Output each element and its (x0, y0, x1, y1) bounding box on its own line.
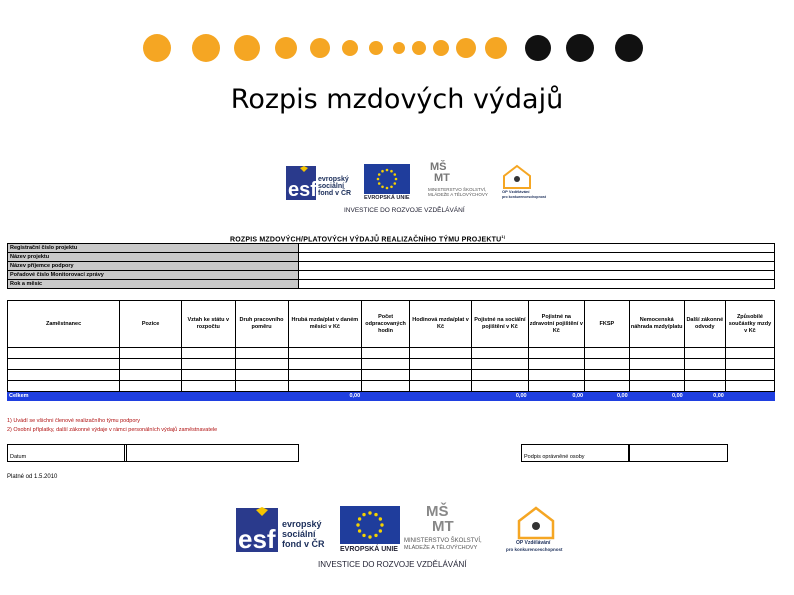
eu-star-icon (378, 182, 381, 185)
msmt-line-1: MINISTERSTVO ŠKOLSTVÍ, (404, 538, 482, 544)
info-label: Registrační číslo projektu (8, 244, 299, 253)
decorative-dot (192, 34, 220, 62)
decorative-dot (485, 37, 507, 59)
signature-field[interactable] (628, 444, 728, 462)
total-row (8, 392, 775, 401)
info-label: Název projektu (8, 253, 299, 262)
col-header: Hodinová mzda/plat v Kč (409, 301, 471, 348)
eu-star-icon (362, 534, 365, 537)
eu-flag-logo-bottom (340, 506, 402, 554)
info-label: Pořadové číslo Monitorovací zprávy (8, 271, 299, 280)
msmt-logo-bottom (404, 502, 500, 552)
total-value: 0,00 (629, 392, 684, 401)
info-label: Název příjemce podpory (8, 262, 299, 271)
info-value[interactable] (299, 253, 775, 262)
eu-star-icon (374, 513, 377, 516)
date-label-box: Datum (7, 444, 127, 462)
col-header: Vztah ke státu v rozpočtu (182, 301, 236, 348)
eu-star-icon (368, 535, 371, 538)
col-header: Způsobilé součástky mzdy v Kč (725, 301, 774, 348)
esf-line-1: evropský (318, 176, 349, 183)
eu-star-icon (386, 169, 389, 172)
logo-strip-top (286, 160, 546, 218)
msmt-mark-1: MŠ (430, 161, 447, 173)
eu-star-icon (393, 173, 396, 176)
table-title: ROZPIS MZDOVÝCH/PLATOVÝCH VÝDAJŮ REALIZAČNÍHO TÝMU PROJEKTU$^{1)}$ (230, 234, 506, 244)
col-header: Pojistné na sociální pojištění v Kč (472, 301, 528, 348)
col-header: Nemocenská náhrada mzdy/platu (629, 301, 684, 348)
esf-logo (286, 164, 358, 202)
decorative-dot (369, 41, 383, 55)
date-field[interactable] (124, 444, 299, 462)
col-header: FKSP (585, 301, 630, 348)
op-house-icon (502, 164, 532, 190)
msmt-mark-2: MT (432, 518, 454, 535)
col-header: Pozice (120, 301, 182, 348)
eu-star-icon (379, 529, 382, 532)
info-value[interactable] (299, 244, 775, 253)
total-value: 0,00 (288, 392, 362, 401)
total-value: 0,00 (528, 392, 584, 401)
eu-star-icon (390, 170, 393, 173)
total-value: 0,00 (472, 392, 528, 401)
eu-star-icon (390, 185, 393, 188)
eu-star-icon (386, 187, 389, 190)
eu-star-icon (393, 182, 396, 185)
total-value: 0,00 (585, 392, 630, 401)
footnote-1: 1) Uvádí se všichni členové realizačního týmu podpory (7, 418, 140, 424)
msmt-line-2: MLÁDEŽE A TĚLOVÝCHOVY (404, 545, 478, 551)
col-header: Počet odpracovaných hodin (362, 301, 410, 348)
esf-logo-bottom (236, 506, 332, 554)
logo-strip-bottom (236, 500, 576, 572)
msmt-mark-1: MŠ (426, 503, 449, 520)
valid-from-note: Platné od 1.5.2010 (7, 474, 58, 480)
slide-title: Rozpis mzdových výdajů (230, 84, 564, 115)
esf-line-2: sociální (282, 529, 316, 539)
op-house-icon (516, 506, 556, 540)
investice-caption: INVESTICE DO ROZVOJE VZDĚLÁVÁNÍ (344, 207, 465, 214)
eu-caption: EVROPSKÁ UNIE (364, 195, 410, 201)
decorative-dot (275, 37, 297, 59)
table-row (8, 370, 775, 381)
op-line-1: OP Vzdělávání (502, 189, 530, 194)
esf-line-3: fond v ČR (318, 190, 352, 197)
total-value: 0,00 (684, 392, 725, 401)
col-header: Zaměstnanec (8, 301, 120, 348)
project-info-table (7, 243, 775, 289)
op-logo-bottom (506, 506, 576, 554)
eu-star-icon (374, 534, 377, 537)
table-row (8, 348, 775, 359)
decorative-dot (412, 41, 426, 55)
info-value[interactable] (299, 271, 775, 280)
decorative-dot (433, 40, 449, 56)
eu-star-icon (377, 178, 380, 181)
eu-flag-icon (340, 506, 400, 544)
footnote-2: 2) Osobní příplatky, další zákonné výdaje v rámci personálních výdajů zaměstnavatele (7, 427, 218, 433)
decorative-dots (0, 30, 794, 66)
eu-star-icon (358, 529, 361, 532)
info-label: Rok a měsíc (8, 280, 299, 289)
op-logo (502, 164, 546, 202)
decorative-dot (310, 38, 330, 58)
eu-star-icon (368, 511, 371, 514)
decorative-dot (234, 35, 260, 61)
eu-star-icon (380, 523, 383, 526)
info-value[interactable] (299, 262, 775, 271)
table-row (8, 359, 775, 370)
msmt-line-1: MINISTERSTVO ŠKOLSTVÍ, (428, 187, 487, 192)
eu-star-icon (362, 513, 365, 516)
op-line-2: pro konkurenceschopnost (506, 547, 563, 552)
signature-label-box: Podpis oprávněné osoby (521, 444, 630, 462)
investice-caption: INVESTICE DO ROZVOJE VZDĚLÁVÁNÍ (318, 560, 467, 569)
esf-line-3: fond v ČR (282, 539, 325, 549)
eu-flag-logo (364, 164, 410, 202)
eu-star-icon (381, 170, 384, 173)
col-header: Hrubá mzda/plat v daném měsíci v Kč (288, 301, 362, 348)
col-header: Další zákonné odvody (684, 301, 725, 348)
esf-line-2: sociální (318, 183, 345, 190)
esf-line-1: evropský (282, 519, 322, 529)
esf-word: esf (238, 524, 276, 554)
op-line-2: pro konkurenceschopnost (502, 195, 546, 199)
decorative-dot (525, 35, 551, 61)
col-header: Pojistné na zdravotní pojištění v Kč (528, 301, 584, 348)
decorative-dot (456, 38, 476, 58)
col-header: Druh pracovního poměru (235, 301, 288, 348)
decorative-dot (615, 34, 643, 62)
total-label: Celkem (8, 392, 120, 401)
esf-word: esf (288, 179, 317, 201)
eu-star-icon (378, 173, 381, 176)
eu-star-icon (395, 178, 398, 181)
op-line-1: OP Vzdělávání (516, 540, 551, 546)
msmt-mark-2: MT (434, 172, 450, 184)
wage-table (7, 300, 775, 401)
eu-caption: EVROPSKÁ UNIE (340, 546, 398, 553)
decorative-dot (566, 34, 594, 62)
eu-star-icon (356, 523, 359, 526)
table-row (8, 381, 775, 392)
decorative-dot (342, 40, 358, 56)
decorative-dot (143, 34, 171, 62)
info-value[interactable] (299, 280, 775, 289)
msmt-line-2: MLÁDEŽE A TĚLOVÝCHOVY (428, 192, 488, 197)
eu-flag-icon (364, 164, 410, 194)
eu-star-icon (379, 517, 382, 520)
eu-star-icon (358, 517, 361, 520)
decorative-dot (393, 42, 405, 54)
eu-star-icon (381, 185, 384, 188)
msmt-logo (428, 162, 498, 202)
